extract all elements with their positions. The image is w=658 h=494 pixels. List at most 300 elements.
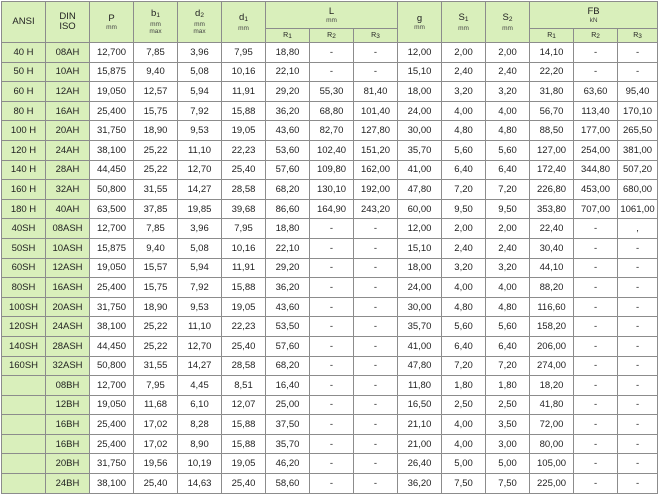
cell-l-r2: - <box>310 278 354 298</box>
cell-d1: 15,88 <box>222 415 266 435</box>
cell-d1: 19,05 <box>222 454 266 474</box>
cell-l-r1: 53,50 <box>266 317 310 337</box>
cell-b1: 9,40 <box>134 62 178 82</box>
cell-s1: 1,80 <box>442 376 486 396</box>
cell-din-iso: 10AH <box>46 62 90 82</box>
cell-l-r3: - <box>354 219 398 239</box>
cell-fb-r2: - <box>574 356 618 376</box>
cell-l-r2: 109,80 <box>310 160 354 180</box>
cell-g: 26,40 <box>398 454 442 474</box>
cell-b1: 25,22 <box>134 336 178 356</box>
cell-d1: 7,95 <box>222 43 266 63</box>
cell-b1: 25,40 <box>134 474 178 494</box>
cell-d2: 6,10 <box>178 395 222 415</box>
table-row <box>2 434 658 454</box>
cell-l-r3: 101,40 <box>354 101 398 121</box>
cell-din-iso: 10ASH <box>46 238 90 258</box>
cell-p: 15,875 <box>90 62 134 82</box>
cell-g: 30,00 <box>398 121 442 141</box>
cell-p: 25,400 <box>90 434 134 454</box>
cell-p: 12,700 <box>90 219 134 239</box>
cell-g: 15,10 <box>398 62 442 82</box>
cell-d2: 14,27 <box>178 356 222 376</box>
table-row <box>2 278 658 298</box>
cell-l-r3: 243,20 <box>354 199 398 219</box>
cell-din-iso: 16ASH <box>46 278 90 298</box>
cell-s2: 7,20 <box>486 180 530 200</box>
cell-l-r1: 35,70 <box>266 434 310 454</box>
cell-s1: 4,00 <box>442 434 486 454</box>
cell-l-r2: 68,80 <box>310 101 354 121</box>
cell-l-r1: 58,60 <box>266 474 310 494</box>
cell-fb-r3: - <box>618 376 658 396</box>
cell-l-r1: 46,20 <box>266 454 310 474</box>
cell-d1: 25,40 <box>222 160 266 180</box>
cell-ansi <box>2 434 46 454</box>
cell-d1: 22,23 <box>222 140 266 160</box>
cell-s2: 5,60 <box>486 140 530 160</box>
cell-l-r1: 57,60 <box>266 160 310 180</box>
header-ansi: ANSI <box>2 2 46 43</box>
cell-d1: 8,51 <box>222 376 266 396</box>
cell-d2: 12,70 <box>178 160 222 180</box>
cell-d2: 11,10 <box>178 317 222 337</box>
cell-s2: 3,20 <box>486 82 530 102</box>
cell-l-r3: - <box>354 43 398 63</box>
cell-g: 47,80 <box>398 356 442 376</box>
cell-din-iso: 32AH <box>46 180 90 200</box>
cell-l-r3: - <box>354 415 398 435</box>
cell-d2: 12,70 <box>178 336 222 356</box>
cell-b1: 12,57 <box>134 82 178 102</box>
cell-l-r1: 68,20 <box>266 356 310 376</box>
cell-l-r2: - <box>310 258 354 278</box>
cell-fb-r2: - <box>574 43 618 63</box>
cell-din-iso: 16AH <box>46 101 90 121</box>
cell-l-r1: 18,80 <box>266 43 310 63</box>
cell-g: 24,00 <box>398 101 442 121</box>
cell-g: 35,70 <box>398 317 442 337</box>
cell-b1: 7,85 <box>134 43 178 63</box>
cell-d2: 4,45 <box>178 376 222 396</box>
cell-p: 38,100 <box>90 140 134 160</box>
cell-fb-r3: - <box>618 258 658 278</box>
cell-d1: 15,88 <box>222 278 266 298</box>
cell-ansi: 140 H <box>2 160 46 180</box>
cell-l-r1: 29,20 <box>266 82 310 102</box>
cell-fb-r1: 31,80 <box>530 82 574 102</box>
cell-g: 21,00 <box>398 434 442 454</box>
cell-g: 12,00 <box>398 43 442 63</box>
cell-fb-r2: 177,00 <box>574 121 618 141</box>
header-l-r1: R1 <box>266 29 310 43</box>
cell-fb-r1: 41,80 <box>530 395 574 415</box>
cell-d1: 10,16 <box>222 238 266 258</box>
cell-p: 19,050 <box>90 82 134 102</box>
table-row <box>2 101 658 121</box>
header-l-r2: R2 <box>310 29 354 43</box>
cell-b1: 7,95 <box>134 376 178 396</box>
cell-g: 18,00 <box>398 258 442 278</box>
cell-fb-r3: - <box>618 336 658 356</box>
cell-l-r1: 16,40 <box>266 376 310 396</box>
cell-din-iso: 16BH <box>46 415 90 435</box>
cell-b1: 11,68 <box>134 395 178 415</box>
cell-b1: 7,85 <box>134 219 178 239</box>
cell-b1: 15,57 <box>134 258 178 278</box>
cell-fb-r1: 56,70 <box>530 101 574 121</box>
cell-d2: 5,08 <box>178 62 222 82</box>
cell-d1: 22,23 <box>222 317 266 337</box>
cell-b1: 19,56 <box>134 454 178 474</box>
cell-d2: 5,94 <box>178 258 222 278</box>
cell-ansi: 40SH <box>2 219 46 239</box>
cell-g: 12,00 <box>398 219 442 239</box>
cell-l-r3: - <box>354 336 398 356</box>
cell-s1: 4,00 <box>442 278 486 298</box>
cell-fb-r2: - <box>574 336 618 356</box>
cell-din-iso: 12AH <box>46 82 90 102</box>
cell-g: 11,80 <box>398 376 442 396</box>
table-row <box>2 121 658 141</box>
header-p: P mm <box>90 2 134 43</box>
cell-b1: 37,85 <box>134 199 178 219</box>
cell-b1: 31,55 <box>134 180 178 200</box>
cell-din-iso: 24ASH <box>46 317 90 337</box>
table-row <box>2 336 658 356</box>
cell-g: 18,00 <box>398 82 442 102</box>
cell-s1: 2,00 <box>442 219 486 239</box>
cell-s1: 5,60 <box>442 140 486 160</box>
cell-s2: 3,20 <box>486 258 530 278</box>
cell-d2: 7,92 <box>178 101 222 121</box>
cell-g: 41,00 <box>398 336 442 356</box>
cell-d1: 19,05 <box>222 297 266 317</box>
cell-fb-r3: - <box>618 434 658 454</box>
header-s2: S2 mm <box>486 2 530 43</box>
cell-fb-r3: - <box>618 317 658 337</box>
table-row <box>2 160 658 180</box>
cell-l-r2: - <box>310 454 354 474</box>
cell-fb-r2: - <box>574 62 618 82</box>
cell-g: 35,70 <box>398 140 442 160</box>
table-row <box>2 454 658 474</box>
cell-din-iso: 16BH <box>46 434 90 454</box>
cell-s1: 4,80 <box>442 121 486 141</box>
header-d2: d2 mm max <box>178 2 222 43</box>
cell-s1: 2,40 <box>442 62 486 82</box>
cell-l-r3: - <box>354 434 398 454</box>
table-row <box>2 219 658 239</box>
cell-l-r1: 57,60 <box>266 336 310 356</box>
table-row <box>2 415 658 435</box>
cell-l-r1: 22,10 <box>266 62 310 82</box>
cell-fb-r1: 88,20 <box>530 278 574 298</box>
cell-p: 25,400 <box>90 101 134 121</box>
header-fb: FB kN <box>530 2 658 29</box>
table-row <box>2 82 658 102</box>
cell-fb-r1: 206,00 <box>530 336 574 356</box>
cell-l-r2: - <box>310 474 354 494</box>
cell-s2: 2,40 <box>486 62 530 82</box>
cell-din-iso: 20BH <box>46 454 90 474</box>
cell-fb-r3: 95,40 <box>618 82 658 102</box>
header-fb-r2: R2 <box>574 29 618 43</box>
cell-g: 24,00 <box>398 278 442 298</box>
cell-p: 31,750 <box>90 297 134 317</box>
cell-fb-r1: 30,40 <box>530 238 574 258</box>
cell-s1: 9,50 <box>442 199 486 219</box>
cell-fb-r2: - <box>574 238 618 258</box>
cell-p: 44,450 <box>90 336 134 356</box>
cell-s2: 2,50 <box>486 395 530 415</box>
cell-b1: 25,22 <box>134 160 178 180</box>
cell-l-r2: - <box>310 376 354 396</box>
cell-din-iso: 20AH <box>46 121 90 141</box>
cell-fb-r1: 172,40 <box>530 160 574 180</box>
cell-s2: 6,40 <box>486 160 530 180</box>
cell-fb-r2: - <box>574 415 618 435</box>
cell-s2: 9,50 <box>486 199 530 219</box>
cell-s2: 4,00 <box>486 278 530 298</box>
cell-s2: 4,80 <box>486 121 530 141</box>
cell-din-iso: 24BH <box>46 474 90 494</box>
cell-din-iso: 24AH <box>46 140 90 160</box>
cell-l-r3: 192,00 <box>354 180 398 200</box>
cell-l-r2: 164,90 <box>310 199 354 219</box>
cell-p: 31,750 <box>90 454 134 474</box>
cell-g: 16,50 <box>398 395 442 415</box>
cell-fb-r3: 1061,00 <box>618 199 658 219</box>
table-row <box>2 43 658 63</box>
cell-g: 21,10 <box>398 415 442 435</box>
cell-p: 50,800 <box>90 180 134 200</box>
cell-fb-r1: 274,00 <box>530 356 574 376</box>
table-body <box>2 43 658 494</box>
cell-fb-r2: - <box>574 474 618 494</box>
cell-p: 12,700 <box>90 376 134 396</box>
cell-l-r3: - <box>354 356 398 376</box>
cell-ansi: 160SH <box>2 356 46 376</box>
cell-fb-r1: 14,10 <box>530 43 574 63</box>
cell-fb-r2: - <box>574 395 618 415</box>
cell-l-r3: - <box>354 474 398 494</box>
cell-s1: 4,00 <box>442 415 486 435</box>
cell-s2: 2,00 <box>486 219 530 239</box>
cell-s1: 3,20 <box>442 82 486 102</box>
cell-ansi: 120SH <box>2 317 46 337</box>
cell-s1: 4,00 <box>442 101 486 121</box>
cell-fb-r3: , <box>618 219 658 239</box>
cell-b1: 18,90 <box>134 121 178 141</box>
cell-d1: 12,07 <box>222 395 266 415</box>
cell-ansi: 60SH <box>2 258 46 278</box>
cell-din-iso: 08ASH <box>46 219 90 239</box>
cell-s2: 7,20 <box>486 356 530 376</box>
cell-l-r3: 127,80 <box>354 121 398 141</box>
cell-l-r2: - <box>310 317 354 337</box>
cell-d1: 19,05 <box>222 121 266 141</box>
cell-d2: 11,10 <box>178 140 222 160</box>
cell-d2: 3,96 <box>178 219 222 239</box>
cell-din-iso: 08BH <box>46 376 90 396</box>
cell-fb-r1: 226,80 <box>530 180 574 200</box>
cell-s1: 7,20 <box>442 356 486 376</box>
cell-s1: 7,20 <box>442 180 486 200</box>
table-row <box>2 474 658 494</box>
header-d1: d1 mm <box>222 2 266 43</box>
header-b1: b1 mm max <box>134 2 178 43</box>
cell-l-r1: 53,60 <box>266 140 310 160</box>
cell-s1: 7,50 <box>442 474 486 494</box>
cell-s2: 3,00 <box>486 434 530 454</box>
cell-l-r1: 68,20 <box>266 180 310 200</box>
cell-b1: 17,02 <box>134 434 178 454</box>
table-header <box>2 2 658 43</box>
cell-ansi: 180 H <box>2 199 46 219</box>
cell-fb-r3: - <box>618 395 658 415</box>
cell-p: 25,400 <box>90 415 134 435</box>
cell-s2: 6,40 <box>486 336 530 356</box>
cell-fb-r3: 381,00 <box>618 140 658 160</box>
cell-ansi: 40 H <box>2 43 46 63</box>
cell-p: 63,500 <box>90 199 134 219</box>
cell-fb-r3: - <box>618 415 658 435</box>
cell-s2: 5,60 <box>486 317 530 337</box>
cell-d2: 3,96 <box>178 43 222 63</box>
cell-fb-r3: - <box>618 62 658 82</box>
cell-l-r2: - <box>310 395 354 415</box>
cell-d2: 5,08 <box>178 238 222 258</box>
table-row <box>2 317 658 337</box>
cell-s2: 5,00 <box>486 454 530 474</box>
cell-d2: 5,94 <box>178 82 222 102</box>
cell-l-r2: 55,30 <box>310 82 354 102</box>
cell-s1: 5,00 <box>442 454 486 474</box>
cell-d2: 9,53 <box>178 121 222 141</box>
cell-s1: 6,40 <box>442 160 486 180</box>
cell-fb-r1: 22,40 <box>530 219 574 239</box>
cell-d1: 10,16 <box>222 62 266 82</box>
cell-din-iso: 28ASH <box>46 336 90 356</box>
cell-l-r1: 36,20 <box>266 101 310 121</box>
cell-ansi: 140SH <box>2 336 46 356</box>
cell-p: 12,700 <box>90 43 134 63</box>
cell-l-r3: - <box>354 297 398 317</box>
cell-l-r2: 102,40 <box>310 140 354 160</box>
cell-fb-r3: 507,20 <box>618 160 658 180</box>
cell-b1: 9,40 <box>134 238 178 258</box>
cell-g: 47,80 <box>398 180 442 200</box>
cell-d1: 7,95 <box>222 219 266 239</box>
cell-ansi <box>2 395 46 415</box>
cell-l-r1: 37,50 <box>266 415 310 435</box>
cell-ansi: 160 H <box>2 180 46 200</box>
cell-fb-r3: - <box>618 454 658 474</box>
table-row <box>2 199 658 219</box>
cell-fb-r2: 63,60 <box>574 82 618 102</box>
cell-l-r1: 36,20 <box>266 278 310 298</box>
cell-l-r3: - <box>354 395 398 415</box>
cell-fb-r2: - <box>574 278 618 298</box>
cell-d2: 19,85 <box>178 199 222 219</box>
cell-fb-r1: 88,50 <box>530 121 574 141</box>
header-l-r3: R3 <box>354 29 398 43</box>
table-row <box>2 140 658 160</box>
cell-fb-r1: 353,80 <box>530 199 574 219</box>
cell-fb-r2: 453,00 <box>574 180 618 200</box>
cell-din-iso: 40AH <box>46 199 90 219</box>
cell-fb-r1: 72,00 <box>530 415 574 435</box>
cell-fb-r3: 680,00 <box>618 180 658 200</box>
cell-s1: 2,00 <box>442 43 486 63</box>
cell-s2: 7,50 <box>486 474 530 494</box>
cell-ansi: 60 H <box>2 82 46 102</box>
chain-dimensions-table <box>1 1 658 494</box>
cell-din-iso: 12BH <box>46 395 90 415</box>
cell-l-r3: - <box>354 317 398 337</box>
cell-l-r3: - <box>354 454 398 474</box>
cell-b1: 31,55 <box>134 356 178 376</box>
cell-fb-r2: - <box>574 454 618 474</box>
cell-p: 44,450 <box>90 160 134 180</box>
cell-ansi <box>2 454 46 474</box>
cell-s1: 4,80 <box>442 297 486 317</box>
cell-d1: 28,58 <box>222 180 266 200</box>
cell-g: 30,00 <box>398 297 442 317</box>
cell-fb-r1: 44,10 <box>530 258 574 278</box>
cell-d2: 9,53 <box>178 297 222 317</box>
cell-s1: 2,50 <box>442 395 486 415</box>
cell-s2: 1,80 <box>486 376 530 396</box>
cell-s2: 4,00 <box>486 101 530 121</box>
cell-g: 60,00 <box>398 199 442 219</box>
cell-fb-r1: 225,00 <box>530 474 574 494</box>
cell-d1: 15,88 <box>222 434 266 454</box>
cell-s2: 2,40 <box>486 238 530 258</box>
cell-fb-r2: - <box>574 219 618 239</box>
cell-l-r1: 43,60 <box>266 297 310 317</box>
cell-fb-r3: - <box>618 278 658 298</box>
cell-d1: 11,91 <box>222 82 266 102</box>
cell-l-r2: - <box>310 219 354 239</box>
cell-l-r3: 151,20 <box>354 140 398 160</box>
cell-b1: 15,75 <box>134 101 178 121</box>
cell-fb-r1: 127,00 <box>530 140 574 160</box>
cell-d2: 8,90 <box>178 434 222 454</box>
cell-fb-r1: 105,00 <box>530 454 574 474</box>
cell-d2: 8,28 <box>178 415 222 435</box>
cell-ansi: 100 H <box>2 121 46 141</box>
cell-fb-r2: 344,80 <box>574 160 618 180</box>
cell-fb-r2: - <box>574 258 618 278</box>
cell-fb-r3: - <box>618 474 658 494</box>
table-row <box>2 297 658 317</box>
cell-p: 19,050 <box>90 395 134 415</box>
cell-din-iso: 28AH <box>46 160 90 180</box>
cell-p: 25,400 <box>90 278 134 298</box>
cell-l-r2: - <box>310 297 354 317</box>
cell-ansi: 80 H <box>2 101 46 121</box>
cell-l-r3: 162,00 <box>354 160 398 180</box>
table-row <box>2 258 658 278</box>
cell-din-iso: 32ASH <box>46 356 90 376</box>
cell-ansi: 80SH <box>2 278 46 298</box>
header-s1: S1 mm <box>442 2 486 43</box>
cell-din-iso: 12ASH <box>46 258 90 278</box>
cell-din-iso: 08AH <box>46 43 90 63</box>
cell-fb-r3: - <box>618 238 658 258</box>
